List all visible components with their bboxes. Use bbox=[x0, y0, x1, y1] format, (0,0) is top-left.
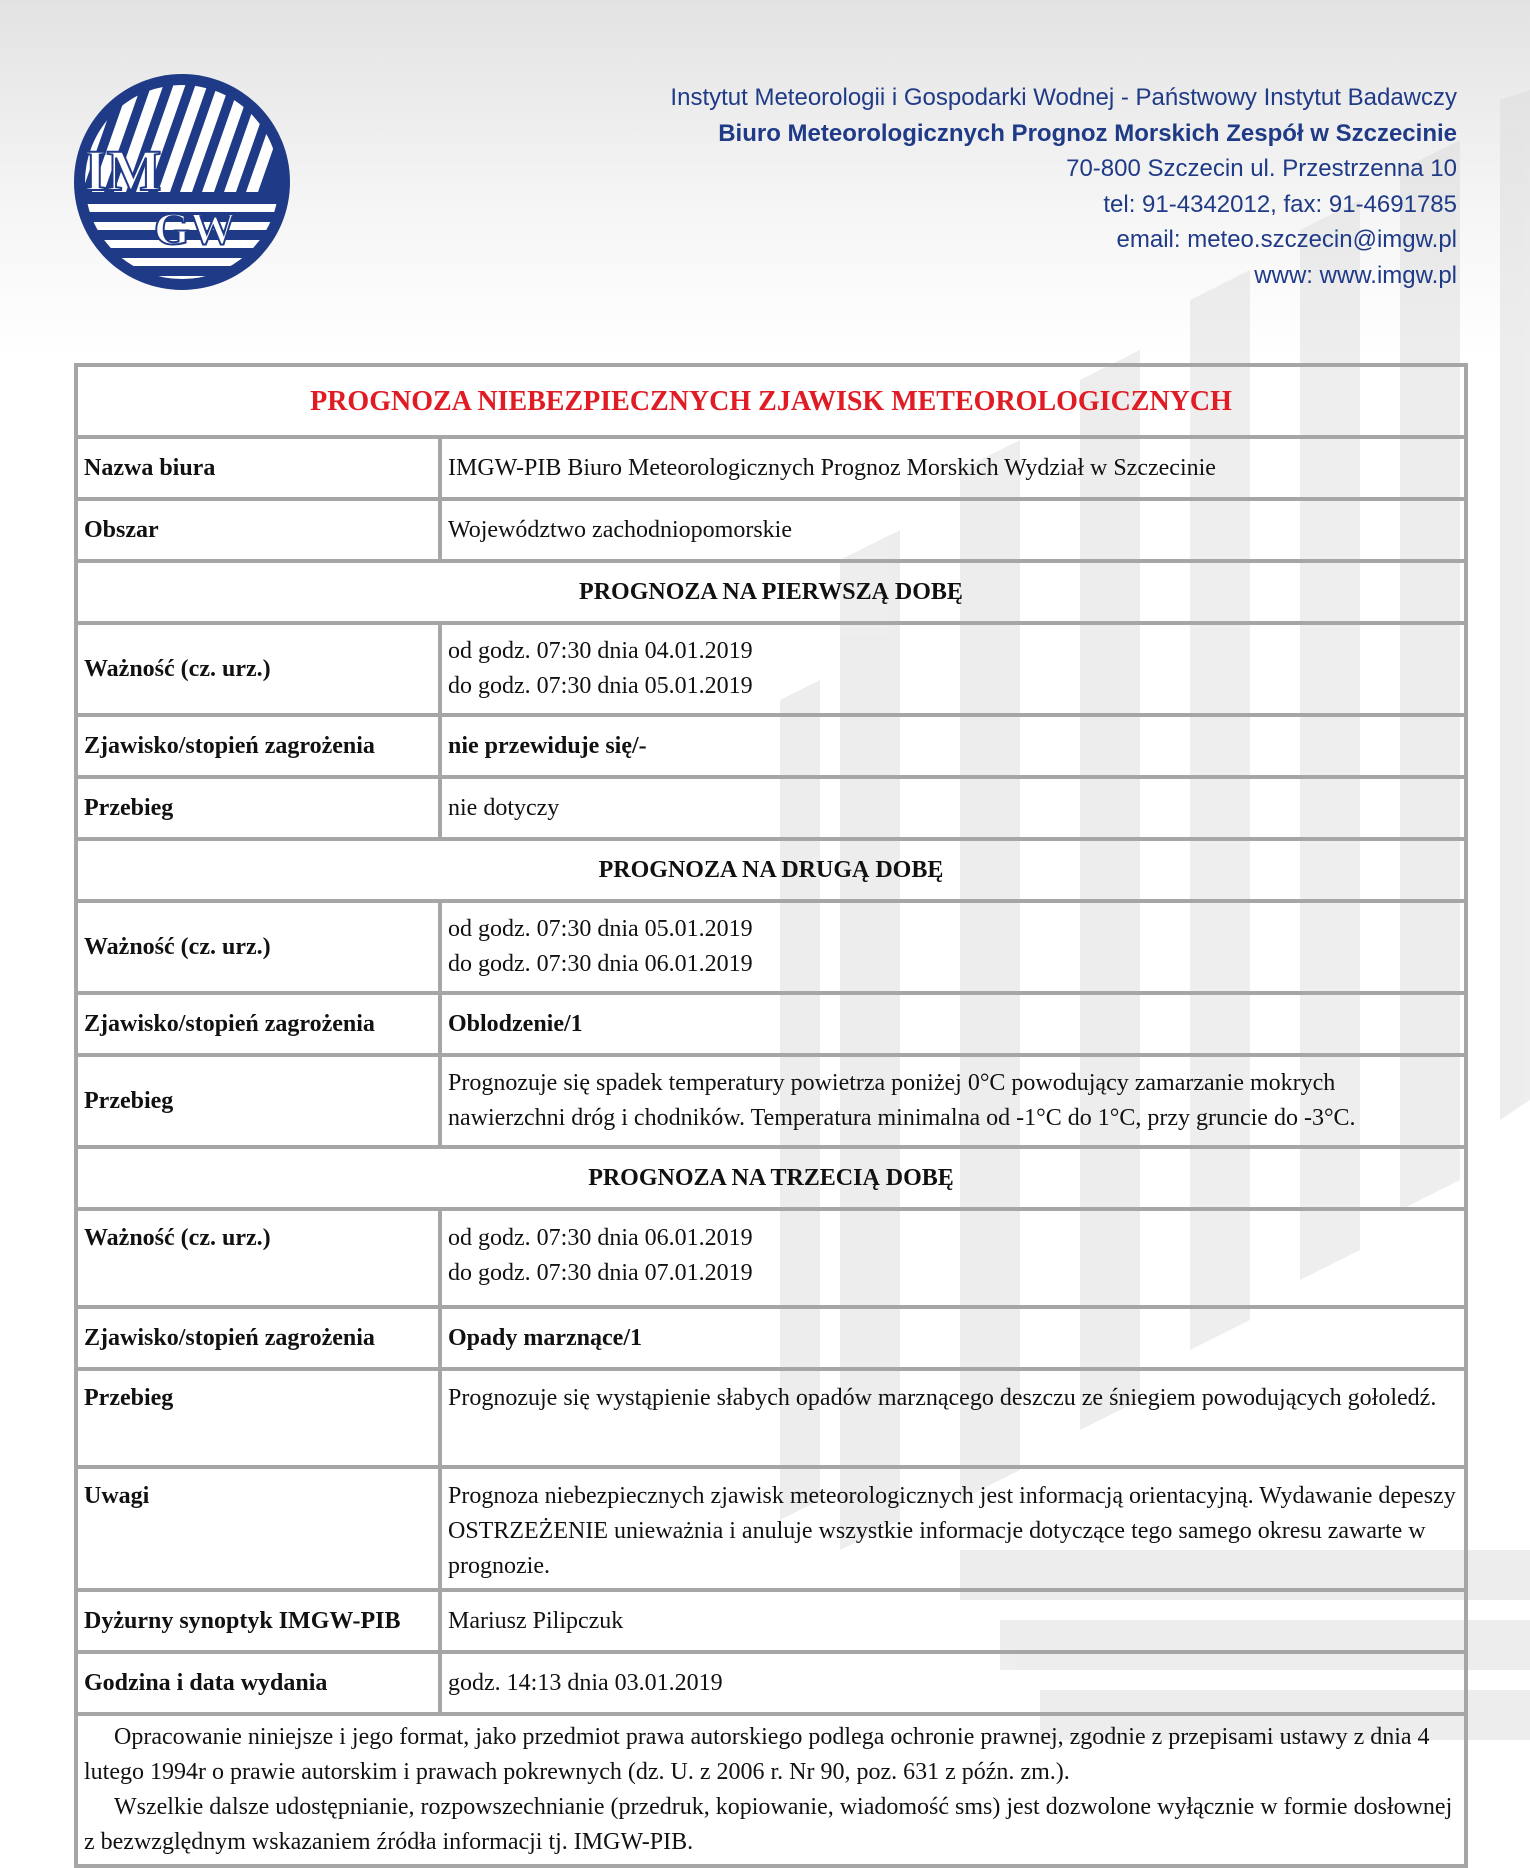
forecaster-value: Mariusz Pilipczuk bbox=[442, 1592, 1464, 1654]
day3-heading: PROGNOZA NA TRZECIĄ DOBĘ bbox=[78, 1149, 1464, 1211]
day2-heading: PROGNOZA NA DRUGĄ DOBĘ bbox=[78, 841, 1464, 903]
day2-phenomenon-label: Zjawisko/stopień zagrożenia bbox=[78, 995, 442, 1057]
office-label: Nazwa biura bbox=[78, 439, 442, 501]
header-phone: tel: 91-4342012, fax: 91-4691785 bbox=[1103, 190, 1457, 218]
header-office: Biuro Meteorologicznych Prognoz Morskich Zespół w Szczecinie bbox=[718, 119, 1457, 147]
day2-validity-to: do godz. 07:30 dnia 06.01.2019 bbox=[448, 951, 753, 977]
copyright-paragraph-2: Wszelkie dalsze udostępnianie, rozpowszechnianie (przedruk, kopiowanie, wiadomość sms) jest dozwolone wyłącznie w formie dosłownej z bezwzględnym wskazaniem źródła informacji tj. IMGW-PIB. bbox=[84, 1794, 1453, 1855]
day2-validity-value bbox=[442, 903, 1464, 995]
area-value: Województwo zachodniopomorskie bbox=[442, 501, 1464, 563]
issued-label: Godzina i data wydania bbox=[78, 1654, 442, 1716]
header-institute: Instytut Meteorologii i Gospodarki Wodnej - Państwowy Instytut Badawczy bbox=[670, 84, 1457, 111]
day1-course-value: nie dotyczy bbox=[442, 779, 1464, 841]
day3-course-label: Przebieg bbox=[78, 1371, 442, 1469]
logo-text-im: IM bbox=[84, 138, 162, 203]
day1-validity-label: Ważność (cz. urz.) bbox=[78, 625, 442, 717]
day1-validity-value bbox=[442, 625, 1464, 717]
institution-header bbox=[670, 80, 1457, 293]
day3-validity-to: do godz. 07:30 dnia 07.01.2019 bbox=[448, 1260, 753, 1286]
day1-validity-from: od godz. 07:30 dnia 04.01.2019 bbox=[448, 638, 753, 664]
day2-validity-from: od godz. 07:30 dnia 05.01.2019 bbox=[448, 916, 753, 942]
day1-phenomenon-label: Zjawisko/stopień zagrożenia bbox=[78, 717, 442, 779]
day1-heading: PROGNOZA NA PIERWSZĄ DOBĘ bbox=[78, 563, 1464, 625]
copyright-paragraph-1: Opracowanie niniejsze i jego format, jako przedmiot prawa autorskiego podlega ochronie prawnej, zgodnie z przepisami ustawy z dnia 4 lutego 1994r o prawie autorskim i prawach pokrewnych (dz. U. z 2006 r. Nr 90, poz. 631 z późn. zm.). bbox=[84, 1724, 1430, 1785]
header-website[interactable]: www: www.imgw.pl bbox=[1254, 261, 1457, 289]
day3-validity-value bbox=[442, 1211, 1464, 1309]
day1-validity-to: do godz. 07:30 dnia 05.01.2019 bbox=[448, 673, 753, 699]
office-value: IMGW-PIB Biuro Meteorologicznych Prognoz Morskich Wydział w Szczecinie bbox=[442, 439, 1464, 501]
day2-course-value: Prognozuje się spadek temperatury powietrza poniżej 0°C powodujący zamarzanie mokrych nawierzchni dróg i chodników. Temperatura minimalna od -1°C do 1°C, przy gruncie do -3°C. bbox=[442, 1057, 1464, 1149]
day3-course-value: Prognozuje się wystąpienie słabych opadów marznącego deszczu ze śniegiem powodujących gołoledź. bbox=[442, 1371, 1464, 1469]
imgw-logo bbox=[72, 72, 292, 292]
day3-phenomenon-value: Opady marznące/1 bbox=[442, 1309, 1464, 1371]
day3-validity-label: Ważność (cz. urz.) bbox=[78, 1211, 442, 1309]
header-address: 70-800 Szczecin ul. Przestrzenna 10 bbox=[1066, 155, 1457, 182]
day2-phenomenon-value: Oblodzenie/1 bbox=[442, 995, 1464, 1057]
document-title: PROGNOZA NIEBEZPIECZNYCH ZJAWISK METEOROLOGICZNYCH bbox=[78, 367, 1464, 439]
notes-value: Prognoza niebezpiecznych zjawisk meteorologicznych jest informacją orientacyjną. Wydawanie depeszy OSTRZEŻENIE unieważnia i anuluje wszystkie informacje dotyczące tego samego okresu zawarte w prognozie. bbox=[442, 1469, 1464, 1592]
notes-label: Uwagi bbox=[78, 1469, 442, 1592]
issued-value: godz. 14:13 dnia 03.01.2019 bbox=[442, 1654, 1464, 1716]
logo-text-gw: GW bbox=[154, 203, 236, 254]
day1-course-label: Przebieg bbox=[78, 779, 442, 841]
day3-phenomenon-label: Zjawisko/stopień zagrożenia bbox=[78, 1309, 442, 1371]
day3-validity-from: od godz. 07:30 dnia 06.01.2019 bbox=[448, 1225, 753, 1251]
forecast-table bbox=[74, 363, 1468, 1868]
forecaster-label: Dyżurny synoptyk IMGW-PIB bbox=[78, 1592, 442, 1654]
copyright-notice bbox=[78, 1716, 1464, 1864]
day2-validity-label: Ważność (cz. urz.) bbox=[78, 903, 442, 995]
day2-course-label: Przebieg bbox=[78, 1057, 442, 1149]
day1-phenomenon-value: nie przewiduje się/- bbox=[442, 717, 1464, 779]
area-label: Obszar bbox=[78, 501, 442, 563]
header-email[interactable]: email: meteo.szczecin@imgw.pl bbox=[1116, 226, 1457, 253]
